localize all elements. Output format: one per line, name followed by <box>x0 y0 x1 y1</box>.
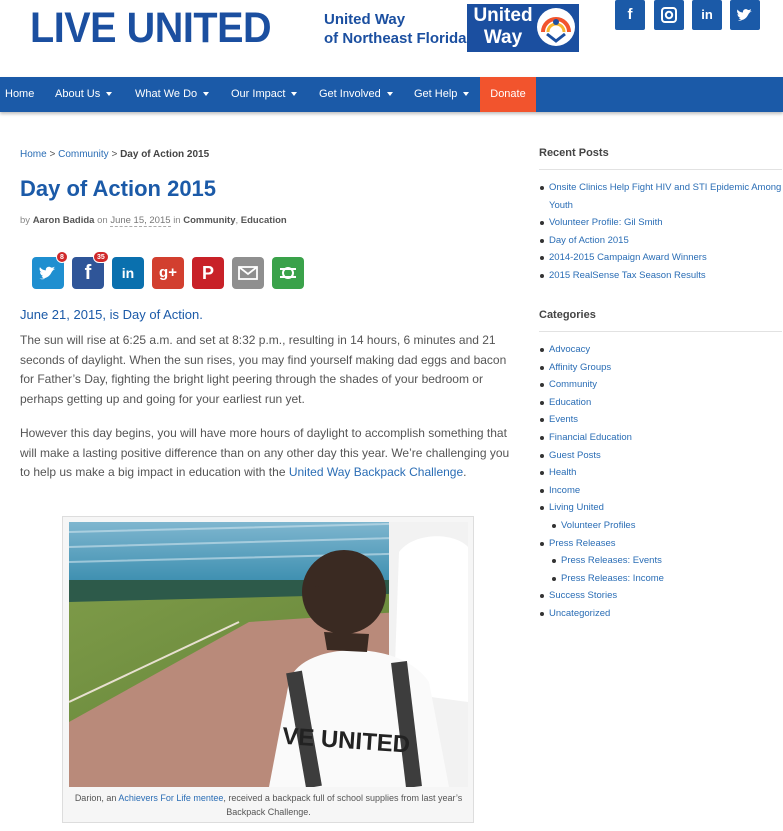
logo-words <box>470 5 536 49</box>
darion-photo <box>69 522 468 787</box>
category-link[interactable]: Income <box>539 482 782 500</box>
category-link[interactable]: Health <box>539 464 782 482</box>
category-link[interactable]: Uncategorized <box>539 605 782 623</box>
googleplus-share-button[interactable] <box>152 257 184 289</box>
category-link[interactable]: Guest Posts <box>539 447 782 465</box>
byline-comma: , <box>235 215 239 226</box>
nav-label: Home <box>5 88 35 100</box>
breadcrumb-home-link[interactable]: Home <box>20 149 47 160</box>
post-paragraph-1: The sun will rise at 6:25 a.m. and set at 8:32 p.m., resulting in 14 hours, 6 minutes and 21 seconds of daylight. When the sun rises, you may find yourself making dad eggs and bacon for Father’s Day, fighting the bright light peering through the shades of your bedroom or perhaps getting up and going for your earliest run yet. <box>20 333 507 406</box>
category-link-education[interactable]: Education <box>240 215 287 226</box>
linkedin-share-button[interactable] <box>112 257 144 289</box>
divider <box>539 169 782 170</box>
donate-button[interactable]: Donate <box>480 77 536 112</box>
recent-post-link[interactable]: Onsite Clinics Help Fight HIV and STI Epidemic Among Youth <box>539 179 782 214</box>
divider <box>539 331 782 332</box>
paragraph-2-end: . <box>463 465 467 479</box>
nav-label: Get Help <box>414 88 458 100</box>
live-united-logo[interactable]: LIVE UNITED <box>30 4 272 52</box>
org-name[interactable] <box>324 10 467 48</box>
category-link[interactable]: Living United <box>539 499 782 517</box>
post-lead: June 21, 2015, is Day of Action. <box>20 307 203 322</box>
category-link[interactable]: Advocacy <box>539 341 782 359</box>
pinterest-icon: P <box>201 263 214 283</box>
caption-text: Darion, an <box>74 793 117 803</box>
backpack-challenge-link[interactable]: United Way Backpack Challenge <box>288 465 464 479</box>
linkedin-icon: in <box>121 265 135 281</box>
instagram-icon[interactable] <box>654 0 684 30</box>
facebook-icon: f <box>84 262 92 284</box>
googleplus-icon: g+ <box>159 264 177 281</box>
breadcrumb <box>20 149 209 160</box>
united-way-logo[interactable] <box>467 4 579 52</box>
breadcrumb-current: Day of Action 2015 <box>120 149 210 160</box>
category-link[interactable]: Success Stories <box>539 587 782 605</box>
category-link-community[interactable]: Community <box>183 215 236 226</box>
photo-figure <box>62 516 474 823</box>
byline-by: by <box>20 215 31 226</box>
byline-in: in <box>173 215 181 226</box>
recent-posts-list <box>539 179 782 285</box>
category-link[interactable]: Events <box>539 411 782 429</box>
category-link[interactable]: Affinity Groups <box>539 359 782 377</box>
recent-post-link[interactable]: Volunteer Profile: Gil Smith <box>539 214 782 232</box>
nav-item-home[interactable] <box>5 77 34 112</box>
site-header <box>0 0 783 77</box>
nav-label: About Us <box>55 88 101 100</box>
pinterest-share-button[interactable] <box>192 257 224 289</box>
org-name-line2: of Northeast Florida <box>324 30 467 47</box>
paragraph-2-text: However this day begins, you will have more hours of daylight to accomplish something that will make a lasting positive difference than on any other day this year. We’re challenging you to help us make a big impact in education with the <box>20 426 510 479</box>
caption-text-end: , received a backpack full of school supplies from last year’s Backpack Challenge. <box>223 793 463 817</box>
shirt-text: VE UNITED <box>281 722 411 759</box>
breadcrumb-community-link[interactable]: Community <box>58 149 109 160</box>
subcategory-link[interactable]: Volunteer Profiles <box>539 517 782 535</box>
nav-label: Get Involved <box>319 88 381 100</box>
email-share-button[interactable] <box>232 257 264 289</box>
main-nav <box>0 77 783 112</box>
breadcrumb-separator: > <box>49 149 56 160</box>
twitter-share-count: 8 <box>56 251 68 263</box>
nav-item-get-help[interactable] <box>414 77 469 112</box>
photo-caption <box>69 791 468 819</box>
recent-post-link[interactable]: 2014-2015 Campaign Award Winners <box>539 249 782 267</box>
chevron-down-icon <box>291 92 297 96</box>
email-icon <box>232 257 264 289</box>
subcategory-link[interactable]: Press Releases: Events <box>539 552 782 570</box>
breadcrumb-separator: > <box>111 149 118 160</box>
achievers-for-life-link[interactable]: Achievers For Life mentee <box>118 793 224 803</box>
nav-label: What We Do <box>135 88 198 100</box>
org-name-line1: United Way <box>324 11 406 28</box>
recent-post-link[interactable]: 2015 RealSense Tax Season Results <box>539 267 782 285</box>
nav-item-get-involved[interactable] <box>319 77 393 112</box>
chevron-down-icon <box>463 92 469 96</box>
nav-item-our-impact[interactable] <box>231 77 297 112</box>
facebook-share-count: 35 <box>93 251 109 263</box>
share-more-icon <box>272 257 304 289</box>
category-link[interactable]: Education <box>539 394 782 412</box>
categories-list <box>539 341 782 623</box>
logo-word-2: Way <box>483 27 523 48</box>
recent-posts-heading: Recent Posts <box>539 147 609 159</box>
category-link[interactable]: Press Releases <box>539 535 782 553</box>
facebook-icon[interactable]: f <box>615 0 645 30</box>
nav-item-what-we-do[interactable] <box>135 77 209 112</box>
subcategory-link[interactable]: Press Releases: Income <box>539 570 782 588</box>
category-link[interactable]: Financial Education <box>539 429 782 447</box>
chevron-down-icon <box>106 92 112 96</box>
recent-post-link[interactable]: Day of Action 2015 <box>539 232 782 250</box>
chevron-down-icon <box>387 92 393 96</box>
post-paragraph-2 <box>20 424 510 483</box>
category-link[interactable]: Community <box>539 376 782 394</box>
nav-label: Our Impact <box>231 88 286 100</box>
author-link[interactable]: Aaron Badida <box>32 215 95 226</box>
post-title: Day of Action 2015 <box>20 176 217 201</box>
post-byline <box>20 215 287 226</box>
hand-rainbow-emblem-icon <box>537 8 575 46</box>
nav-item-about-us[interactable] <box>55 77 112 112</box>
byline-on: on <box>97 215 108 226</box>
chevron-down-icon <box>203 92 209 96</box>
more-share-button[interactable] <box>272 257 304 289</box>
logo-word-1: United <box>473 5 533 26</box>
categories-heading: Categories <box>539 309 596 321</box>
twitter-icon[interactable] <box>730 0 760 30</box>
linkedin-icon[interactable]: in <box>692 0 722 30</box>
post-date: June 15, 2015 <box>110 215 171 226</box>
